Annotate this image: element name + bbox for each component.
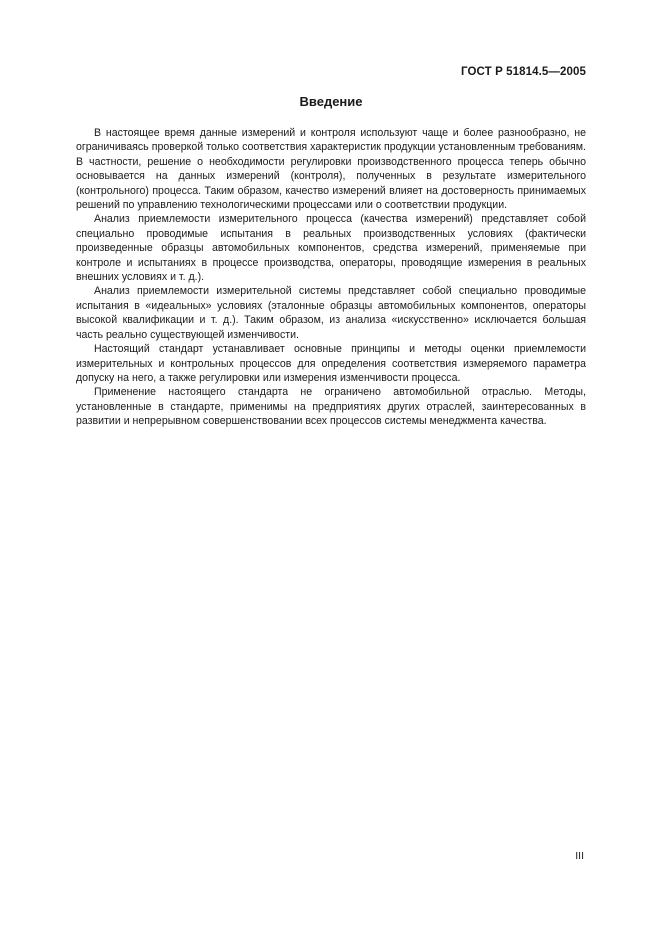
section-title: Введение (299, 94, 363, 109)
document-id: ГОСТ Р 51814.5—2005 (461, 66, 586, 78)
paragraph-3: Анализ приемлемости измерительной системы представляет собой специально проводимые испытания в «идеальных» условиях (эталонные образцы автомобильных компонентов, операторы высокой квалификации и т. д.). Таким образом, из анализа «искусственно» исключается большая часть реально существующей изменчивости. (76, 285, 586, 341)
paragraph-1: В настоящее время данные измерений и контроля используют чаще и более разнообразно, не ограничиваясь проверкой только соответствия характеристик продукции установленным требованиям. В частности, решение о необходимости регулировки производственного процесса теперь обычно основывается на данных измерений (контроля), полученных в результате измерительного (контрольного) процесса. Таким образом, качество измерений влияет на достоверность принимаемых решений по управлению технологическими процессами или о соответствии продукции. (76, 127, 586, 212)
paragraph-2: Анализ приемлемости измерительного процесса (качества измерений) представляет собой специально проводимые испытания в реальных производственных условиях (фактически произведенные образцы автомобильных компонентов, средства измерений, применяемые при контроле и испытаниях в процессе производства, операторы, проводящие измерения в реальных внешних условиях и т. д.). (76, 213, 586, 284)
paragraph-5: Применение настоящего стандарта не ограничено автомобильной отраслью. Методы, установленные в стандарте, применимы на предприятиях других отраслей, заинтересованных в развитии и непрерывном совершенствовании всех процессов системы менеджмента качества. (76, 386, 586, 428)
section-body (76, 126, 586, 429)
paragraph-4: Настоящий стандарт устанавливает основные принципы и методы оценки приемлемости измерительных и контрольных процессов для определения соответствия измеряемого параметра допуску на него, а также регулировки или измерения изменчивости процесса. (76, 343, 586, 384)
page-number: III (575, 850, 584, 862)
